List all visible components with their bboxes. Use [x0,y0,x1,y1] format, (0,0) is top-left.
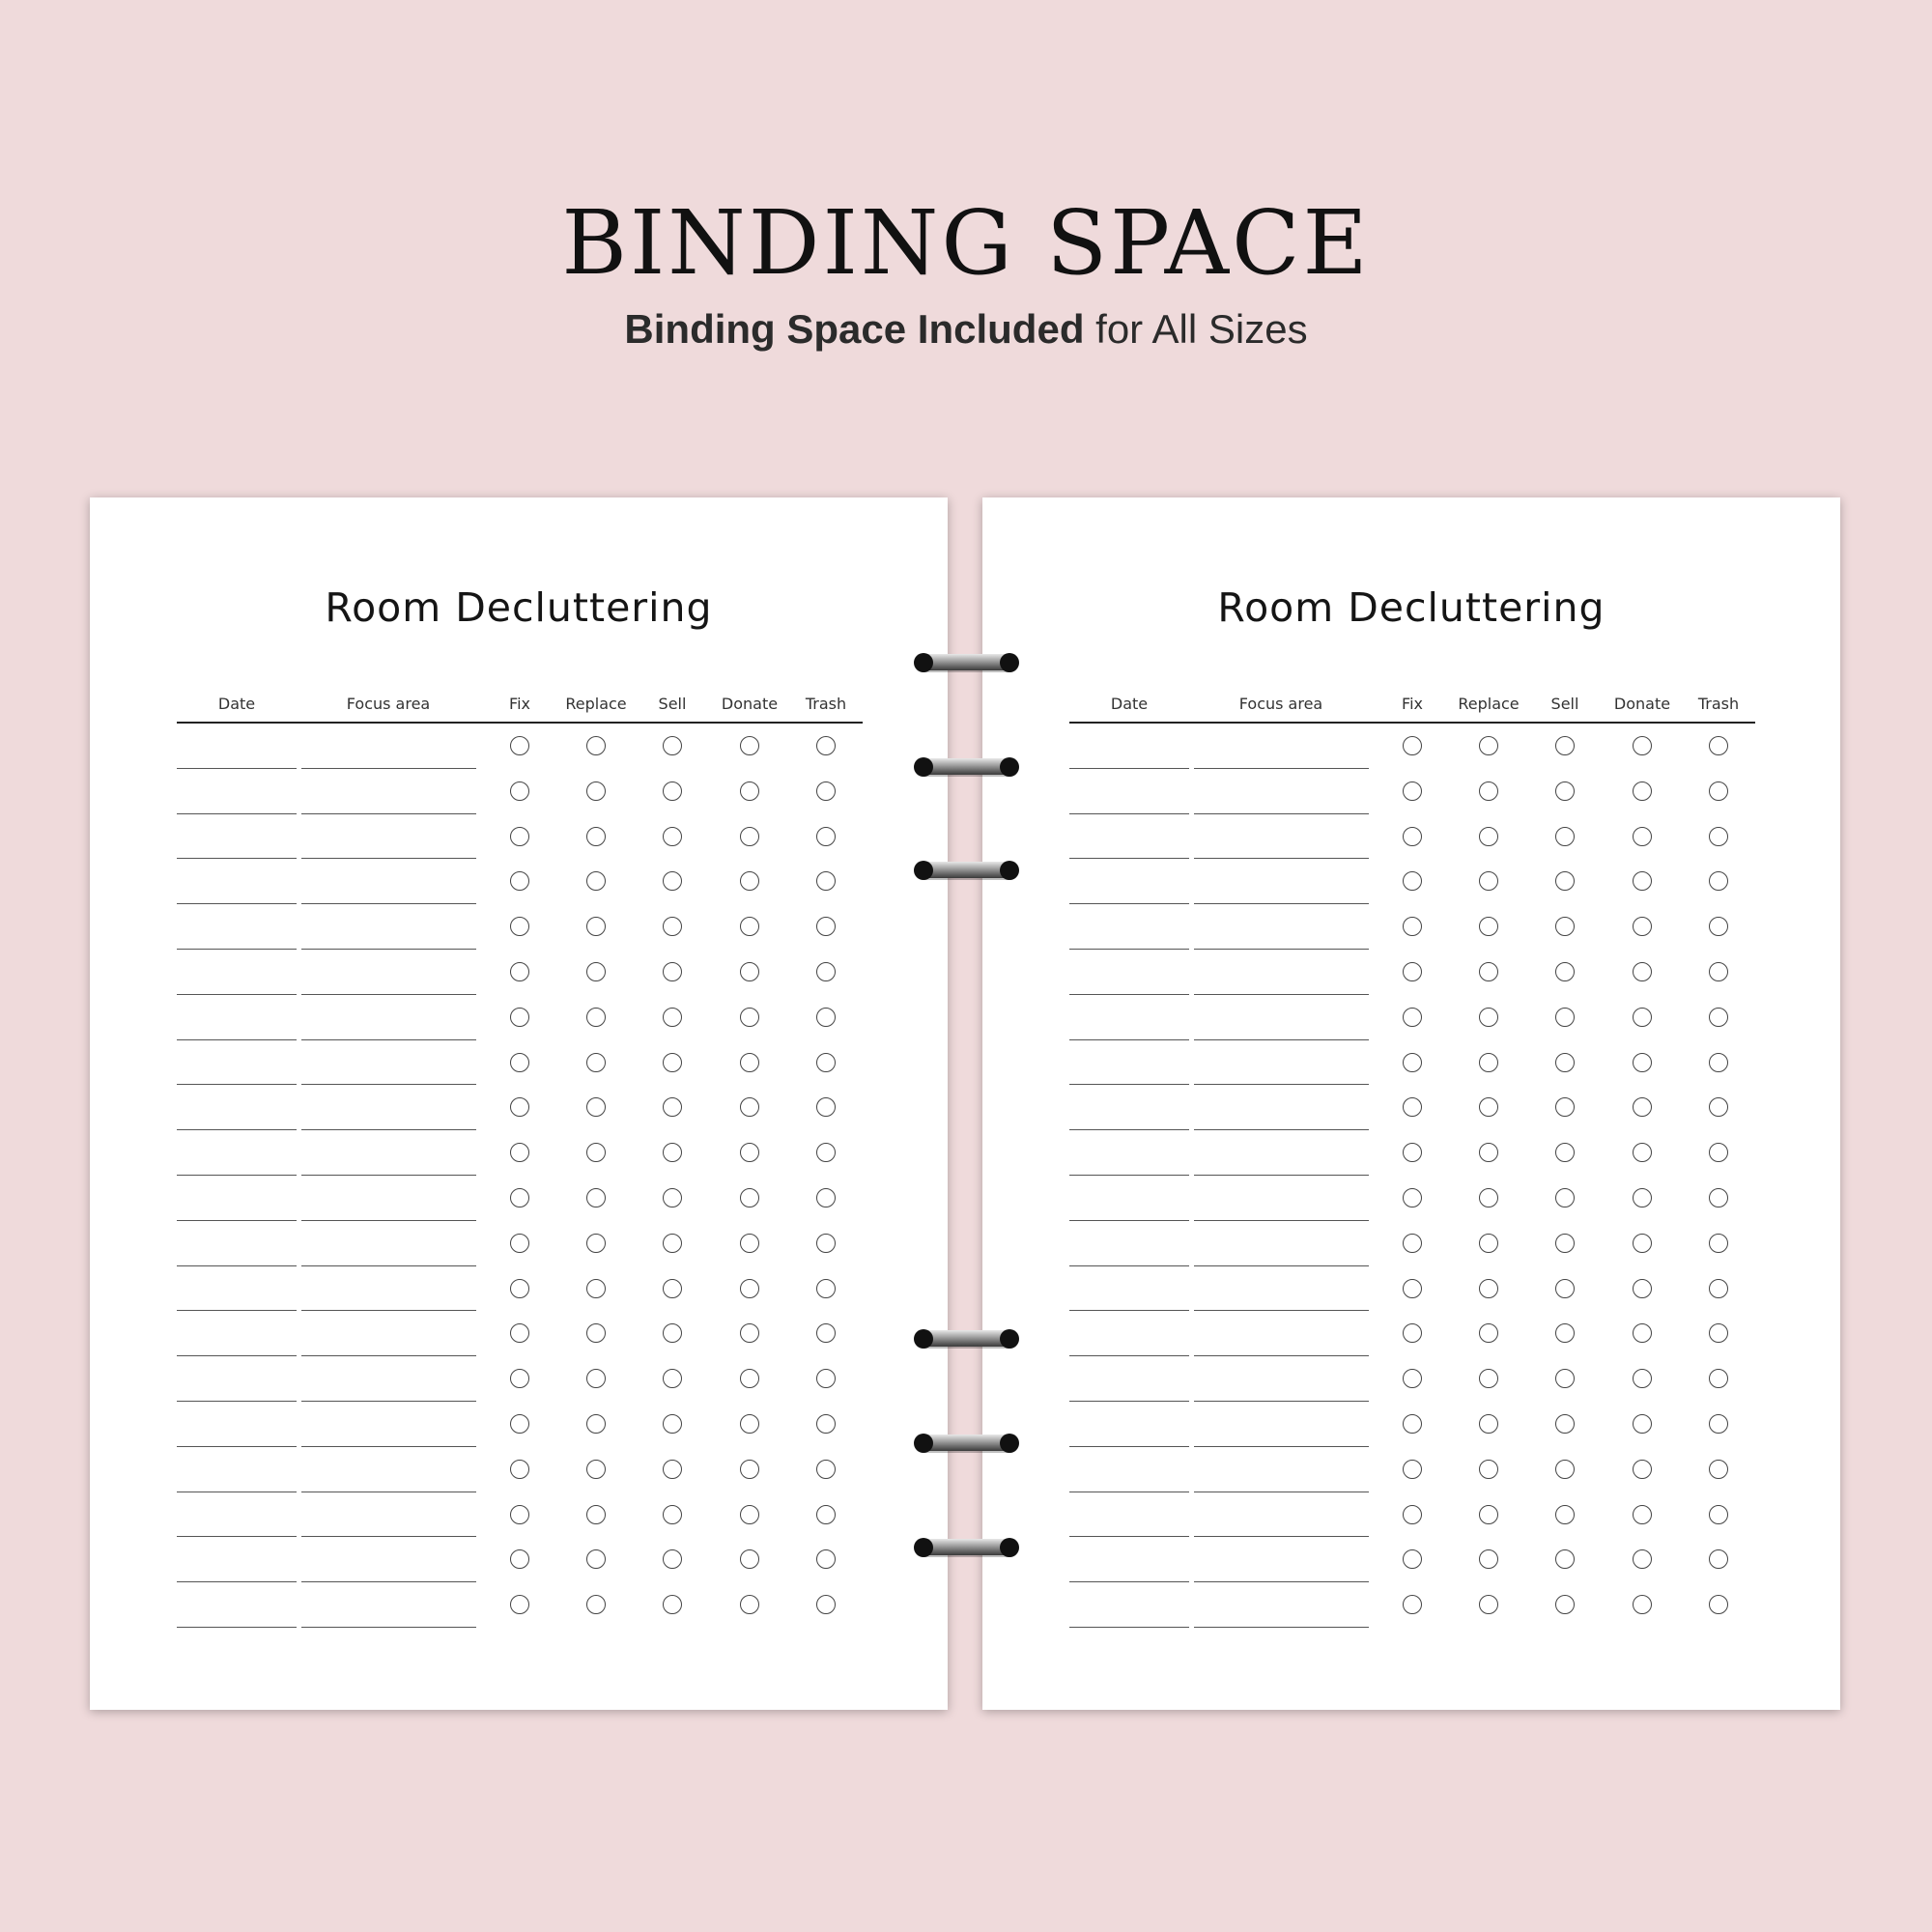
trash-checkbox [1709,871,1728,891]
sell-checkbox [663,962,682,981]
replace-checkbox [586,781,606,801]
replace-checkbox [1479,1097,1498,1117]
trash-checkbox [1709,1279,1728,1298]
replace-checkbox [1479,1323,1498,1343]
table-row [1069,1266,1755,1312]
fix-checkbox [1403,1279,1422,1298]
table-header [177,691,863,724]
donate-checkbox [1633,1549,1652,1569]
replace-checkbox [1479,1369,1498,1388]
column-header-trash: Trash [805,695,847,713]
donate-checkbox [1633,1097,1652,1117]
fix-checkbox [510,1505,529,1524]
trash-checkbox [1709,1414,1728,1434]
replace-checkbox [1479,1505,1498,1524]
column-header-fix: Fix [1402,695,1423,713]
table-header [1069,691,1755,724]
main-heading: BINDING SPACE [561,191,1371,295]
fix-checkbox [1403,1008,1422,1027]
fix-checkbox [510,1414,529,1434]
trash-checkbox [1709,1460,1728,1479]
replace-checkbox [1479,736,1498,755]
donate-checkbox [1633,1369,1652,1388]
table-row [1069,904,1755,950]
replace-checkbox [586,1053,606,1072]
sell-checkbox [663,1097,682,1117]
table-row [177,950,863,995]
table-row [177,1402,863,1447]
replace-checkbox [586,736,606,755]
column-header-replace: Replace [565,695,627,713]
sell-checkbox [1555,1549,1575,1569]
fix-checkbox [510,1234,529,1253]
donate-checkbox [740,1188,759,1208]
replace-checkbox [1479,1460,1498,1479]
table-row [177,1266,863,1312]
fix-checkbox [510,871,529,891]
sell-checkbox [663,1188,682,1208]
replace-checkbox [1479,1549,1498,1569]
fix-checkbox [1403,1460,1422,1479]
replace-checkbox [1479,827,1498,846]
trash-checkbox [816,781,836,801]
donate-checkbox [1633,1053,1652,1072]
donate-checkbox [1633,917,1652,936]
replace-checkbox [586,1234,606,1253]
planner-page-right [982,497,1840,1710]
sell-checkbox [663,781,682,801]
trash-checkbox [816,962,836,981]
replace-checkbox [586,1008,606,1027]
trash-checkbox [816,1369,836,1388]
replace-checkbox [586,1505,606,1524]
table-row [177,1130,863,1176]
table-row [1069,1176,1755,1221]
fix-checkbox [1403,1505,1422,1524]
sell-checkbox [663,1008,682,1027]
donate-checkbox [1633,1460,1652,1479]
subheading-rest: for All Sizes [1084,306,1308,352]
table-row [177,1492,863,1538]
replace-checkbox [1479,917,1498,936]
trash-checkbox [1709,1369,1728,1388]
decluttering-table [177,691,863,1628]
table-row [177,1582,863,1628]
table-row [177,859,863,904]
trash-checkbox [1709,1053,1728,1072]
replace-checkbox [586,1323,606,1343]
fix-checkbox [1403,1188,1422,1208]
trash-checkbox [1709,736,1728,755]
donate-checkbox [740,1143,759,1162]
donate-checkbox [740,1234,759,1253]
table-row [1069,1402,1755,1447]
donate-checkbox [1633,1323,1652,1343]
table-row [177,814,863,860]
fix-checkbox [510,1143,529,1162]
table-row [177,1356,863,1402]
replace-checkbox [586,917,606,936]
trash-checkbox [816,1279,836,1298]
replace-checkbox [1479,1008,1498,1027]
table-row [177,1176,863,1221]
fix-checkbox [510,1460,529,1479]
fix-checkbox [1403,781,1422,801]
table-row [177,1221,863,1266]
fix-checkbox [1403,871,1422,891]
fix-checkbox [1403,1143,1422,1162]
replace-checkbox [586,1549,606,1569]
donate-checkbox [740,1505,759,1524]
trash-checkbox [816,1234,836,1253]
replace-checkbox [586,1279,606,1298]
trash-checkbox [816,827,836,846]
replace-checkbox [586,1143,606,1162]
fix-checkbox [510,1549,529,1569]
trash-checkbox [1709,1323,1728,1343]
table-row [1069,950,1755,995]
trash-checkbox [816,1505,836,1524]
sell-checkbox [663,1323,682,1343]
trash-checkbox [1709,1188,1728,1208]
trash-checkbox [816,1097,836,1117]
fix-checkbox [510,827,529,846]
sell-checkbox [663,1460,682,1479]
table-row [1069,769,1755,814]
sell-checkbox [1555,781,1575,801]
replace-checkbox [1479,1234,1498,1253]
focus-area-line [1194,1627,1369,1628]
trash-checkbox [816,1460,836,1479]
table-row [177,1085,863,1130]
fix-checkbox [1403,1053,1422,1072]
sell-checkbox [663,827,682,846]
sell-checkbox [1555,1143,1575,1162]
trash-checkbox [816,1595,836,1614]
table-row [1069,1492,1755,1538]
table-row [1069,1040,1755,1086]
trash-checkbox [816,1323,836,1343]
donate-checkbox [1633,1234,1652,1253]
trash-checkbox [816,917,836,936]
donate-checkbox [1633,736,1652,755]
subheading [0,306,1932,352]
sell-checkbox [1555,871,1575,891]
sell-checkbox [1555,1008,1575,1027]
table-row [177,769,863,814]
column-header-fix: Fix [509,695,530,713]
sell-checkbox [663,1143,682,1162]
sell-checkbox [1555,1369,1575,1388]
planner-page-left [90,497,948,1710]
table-row [1069,1356,1755,1402]
replace-checkbox [1479,1414,1498,1434]
sell-checkbox [1555,1279,1575,1298]
donate-checkbox [740,1595,759,1614]
donate-checkbox [740,1323,759,1343]
fix-checkbox [1403,1097,1422,1117]
trash-checkbox [816,1188,836,1208]
column-header-donate: Donate [1613,695,1671,713]
sell-checkbox [1555,1460,1575,1479]
table-row [177,995,863,1040]
column-header-sell: Sell [1550,695,1579,713]
table-row [177,1040,863,1086]
table-row [1069,814,1755,860]
trash-checkbox [1709,1505,1728,1524]
donate-checkbox [740,1549,759,1569]
table-row [1069,1311,1755,1356]
focus-area-line [301,1627,476,1628]
replace-checkbox [1479,1053,1498,1072]
trash-checkbox [816,1053,836,1072]
fix-checkbox [1403,962,1422,981]
donate-checkbox [740,871,759,891]
sell-checkbox [663,1234,682,1253]
sell-checkbox [663,1549,682,1569]
fix-checkbox [510,1188,529,1208]
replace-checkbox [1479,781,1498,801]
sell-checkbox [663,917,682,936]
trash-checkbox [1709,917,1728,936]
replace-checkbox [586,1460,606,1479]
page-title: Room Decluttering [325,584,713,631]
donate-checkbox [740,827,759,846]
sell-checkbox [663,736,682,755]
table-row [177,1311,863,1356]
replace-checkbox [586,871,606,891]
donate-checkbox [1633,871,1652,891]
fix-checkbox [510,736,529,755]
sell-checkbox [1555,917,1575,936]
fix-checkbox [510,1595,529,1614]
sell-checkbox [1555,1188,1575,1208]
table-row [177,904,863,950]
fix-checkbox [510,1008,529,1027]
fix-checkbox [1403,827,1422,846]
replace-checkbox [1479,1595,1498,1614]
fix-checkbox [510,1279,529,1298]
fix-checkbox [1403,1414,1422,1434]
column-header-focus-area: Focus area [1238,695,1323,713]
replace-checkbox [586,1188,606,1208]
fix-checkbox [510,917,529,936]
sell-checkbox [663,1595,682,1614]
trash-checkbox [1709,827,1728,846]
table-row [1069,995,1755,1040]
sell-checkbox [1555,1053,1575,1072]
column-header-donate: Donate [721,695,779,713]
table-body [177,724,863,1628]
trash-checkbox [1709,962,1728,981]
sell-checkbox [1555,1234,1575,1253]
trash-checkbox [816,1414,836,1434]
donate-checkbox [740,1279,759,1298]
column-header-replace: Replace [1458,695,1520,713]
fix-checkbox [510,1097,529,1117]
donate-checkbox [740,781,759,801]
sell-checkbox [1555,736,1575,755]
fix-checkbox [510,781,529,801]
sell-checkbox [663,1053,682,1072]
replace-checkbox [586,1595,606,1614]
trash-checkbox [1709,1097,1728,1117]
trash-checkbox [1709,1549,1728,1569]
donate-checkbox [740,1097,759,1117]
donate-checkbox [1633,1414,1652,1434]
sell-checkbox [663,1369,682,1388]
trash-checkbox [1709,781,1728,801]
table-row [1069,1221,1755,1266]
fix-checkbox [1403,1234,1422,1253]
sell-checkbox [1555,1414,1575,1434]
fix-checkbox [510,1323,529,1343]
donate-checkbox [740,1460,759,1479]
fix-checkbox [510,1369,529,1388]
table-row [177,1447,863,1492]
table-body [1069,724,1755,1628]
trash-checkbox [1709,1595,1728,1614]
sell-checkbox [1555,1323,1575,1343]
trash-checkbox [1709,1143,1728,1162]
date-line [177,1627,297,1628]
replace-checkbox [1479,962,1498,981]
donate-checkbox [1633,1595,1652,1614]
donate-checkbox [1633,1188,1652,1208]
fix-checkbox [510,962,529,981]
sell-checkbox [663,871,682,891]
column-header-sell: Sell [658,695,687,713]
replace-checkbox [1479,871,1498,891]
donate-checkbox [740,1053,759,1072]
donate-checkbox [740,736,759,755]
donate-checkbox [1633,781,1652,801]
donate-checkbox [1633,1505,1652,1524]
donate-checkbox [1633,962,1652,981]
sell-checkbox [1555,1505,1575,1524]
table-row [177,1537,863,1582]
table-row [1069,724,1755,769]
sell-checkbox [1555,1097,1575,1117]
fix-checkbox [1403,1549,1422,1569]
table-row [1069,1130,1755,1176]
trash-checkbox [816,1008,836,1027]
sell-checkbox [1555,1595,1575,1614]
replace-checkbox [586,1097,606,1117]
column-header-date: Date [1110,695,1149,713]
sell-checkbox [1555,962,1575,981]
donate-checkbox [740,1414,759,1434]
fix-checkbox [1403,1323,1422,1343]
decluttering-table [1069,691,1755,1628]
donate-checkbox [740,962,759,981]
sell-checkbox [663,1505,682,1524]
replace-checkbox [586,962,606,981]
subheading-bold: Binding Space Included [624,306,1085,352]
trash-checkbox [1709,1008,1728,1027]
donate-checkbox [1633,1143,1652,1162]
replace-checkbox [586,1369,606,1388]
column-header-focus-area: Focus area [346,695,431,713]
replace-checkbox [586,827,606,846]
table-row [1069,1085,1755,1130]
date-line [1069,1627,1189,1628]
table-row [1069,1582,1755,1628]
table-row [1069,1537,1755,1582]
replace-checkbox [1479,1279,1498,1298]
donate-checkbox [1633,1008,1652,1027]
table-row [1069,1447,1755,1492]
trash-checkbox [816,1549,836,1569]
replace-checkbox [1479,1188,1498,1208]
sell-checkbox [663,1279,682,1298]
trash-checkbox [816,736,836,755]
page-title: Room Decluttering [1217,584,1605,631]
donate-checkbox [740,917,759,936]
fix-checkbox [1403,917,1422,936]
trash-checkbox [1709,1234,1728,1253]
fix-checkbox [1403,736,1422,755]
donate-checkbox [1633,1279,1652,1298]
trash-checkbox [816,1143,836,1162]
column-header-date: Date [217,695,256,713]
replace-checkbox [586,1414,606,1434]
column-header-trash: Trash [1697,695,1740,713]
fix-checkbox [510,1053,529,1072]
donate-checkbox [740,1008,759,1027]
table-row [177,724,863,769]
trash-checkbox [816,871,836,891]
donate-checkbox [1633,827,1652,846]
fix-checkbox [1403,1369,1422,1388]
replace-checkbox [1479,1143,1498,1162]
donate-checkbox [740,1369,759,1388]
sell-checkbox [1555,827,1575,846]
sell-checkbox [663,1414,682,1434]
fix-checkbox [1403,1595,1422,1614]
table-row [1069,859,1755,904]
